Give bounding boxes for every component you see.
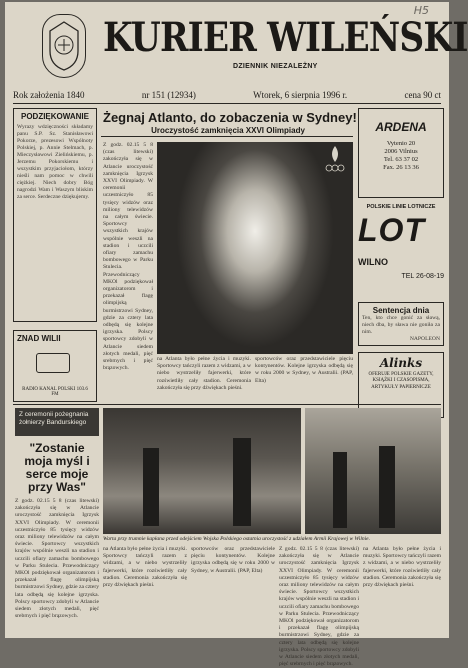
ardena-ad — [358, 108, 444, 198]
guard-figure — [379, 446, 395, 528]
radio-title: ZNAD WILII — [17, 334, 61, 343]
ceremony-photo-left — [103, 408, 301, 534]
person-figure — [143, 448, 159, 526]
article-headline: Żegnaj Atlanto, do zobaczenia w Sydney! — [103, 110, 357, 125]
ardena-line: 2006 Vilnius — [384, 148, 418, 155]
person-figure — [233, 438, 251, 526]
alinks-logo: Alinks — [379, 356, 423, 370]
newspaper-page — [5, 2, 468, 668]
story-text-5: na Atlanta było pełne życia i muzyki. Sportowcy tańczyli razem z widzami, a w niebo wystrzeliły fajerwerki, które rozświetliły cały stadion. Ceremonia zakończyła się przy dźwiękach pieśni. — [363, 546, 441, 589]
article-subheadline: Uroczystość zamknięcia XXVI Olimpiady — [151, 126, 305, 135]
issue-number: nr 151 (12934) — [141, 90, 196, 100]
thanks-title: PODZIĘKOWANIE — [20, 112, 89, 121]
lot-caption: POLSKIE LINIE LOTNICZE — [366, 204, 436, 210]
article-column-2: na Atlanta było pełne życia i muzyki. Sportowcy tańczyli razem z widzami, a w niebo wystrzeliły fajerwerki, które rozświetliły cały stadion. Ceremonia zakończyła się przy dźwiękach pieśni. — [157, 356, 251, 391]
article-column-1: Z godz. 02.15 5 8 (czas litewski) zakończyła się w Atlancie uroczystość zamknięcia Igrzysk XXVI Olimpiady. W ceremonii uczestniczyło 85 tysięcy widzów oraz miliony telewidzów na całym świecie. Sportowcy wszystkich krajów wspólnie weszli na stadion i uczcili ofiary zamachu bombowego w Parku Stulecia. Przewodniczący MKOl podziękował organizatorom i przekazał flagę olimpijską burmistrzowi Sydney, gdzie za cztery lata odbędą się kolejne igrzyska. Polscy sportowcy zdobyli w Atlancie siedem złotych medali, pięć srebrnych i pięć brązowych. — [103, 142, 153, 372]
founded-year: Rok założenia 1840 — [13, 90, 85, 100]
section-divider — [13, 404, 441, 405]
story-teaser: Z ceremonii pożegnania żołnierzy Bandurskiego — [15, 408, 99, 436]
sentence-of-day-box — [358, 302, 444, 346]
story-headline: "Zostanie moja myśl i serce moje przy Was" — [24, 441, 90, 494]
issue-price: cena 90 ct — [404, 90, 441, 100]
alinks-text: OFERUJE POLSKIE GAZETY, KSIĄŻKI I CZASOPISMA, ARTYKUŁY PAPIERNICZE — [368, 372, 434, 390]
photo-caption: Warta przy trumnie kapłana przed odejściem Wojska Polskiego ostatnia uroczystość z udziałem Armii Krajowej w Wilnie. — [103, 536, 370, 542]
sentence-text: Ten, kto chce gonić za sławą, niech dba, by sława nie goniła za nim. — [362, 315, 440, 335]
lot-logo: LOT — [358, 212, 425, 248]
guard-figure — [333, 452, 347, 528]
story-text-2: na Atlanta było pełne życia i muzyki. Sportowcy tańczyli razem z widzami, a w niebo wystrzeliły fajerwerki, które rozświetliły cały stadion. Ceremonia zakończyła się przy dźwiękach pieśni. — [103, 546, 187, 589]
story-text-3: sportowców oraz przedstawiciele pięciu kontynentów. Kolejne igrzyska odbędą się w roku 2000 w Sydney, w Australii. (PAP, Elta) — [191, 546, 275, 574]
issue-info-bar — [13, 90, 441, 104]
lot-airline-ad — [358, 204, 444, 298]
lot-phone: TEL 26-08-19 — [401, 273, 444, 280]
story-text-1: Z godz. 02.15 5 8 (czas litewski) zakończyła się w Atlancie uroczystość zamknięcia Igrzysk XXVI Olimpiady. W ceremonii uczestniczyło 85 tysięcy widzów oraz miliony telewidzów na całym świecie. Sportowcy wszystkich krajów wspólnie weszli na stadion i uczcili ofiary zamachu bombowego w Parku Stulecia. Przewodniczący MKOl podziękował organizatorom i przekazał flagę olimpijską burmistrzowi Sydney, gdzie za cztery lata odbędą się kolejne igrzyska. Polscy sportowcy zdobyli w Atlancie siedem złotych medali, pięć srebrnych i pięć brązowych. — [15, 498, 99, 620]
handwritten-note: H5 — [413, 4, 429, 17]
masthead-title: KURIER WILEŃSKI — [103, 14, 468, 61]
fireworks-photo — [157, 142, 353, 354]
ardena-line: Fax. 26 13 36 — [383, 164, 419, 171]
masthead-subtitle: DZIENNIK NIEZALEŻNY — [233, 63, 318, 70]
thanks-text: Wyrazy wdzięczności składamy panu S.P. Sz. Stanisławowi Pokorze, prezesowi Wspólnoty Polskiej, p. Annie Stelmach, p. Mieczysławowi Zielińskiemu, p. Jerzemu Pokorskiemu i wszystkim przyjaciołom, którzy nieśli nam pomoc w chwili ciężkiej. Niech dobry Bóg nagrodzi Wam i Waszym bliskim za serce. Serdeczne dziękujemy. — [17, 124, 93, 200]
ardena-line: Tel. 63 37 02 — [383, 156, 419, 163]
ardena-line: Vytenio 20 — [386, 140, 416, 147]
olympic-logo-icon — [321, 142, 349, 178]
ceremony-photo-right — [305, 408, 441, 534]
radio-ad — [13, 330, 97, 402]
sentence-title: Sentencja dnia — [372, 306, 430, 315]
coat-of-arms-logo — [42, 14, 86, 78]
left-column — [13, 108, 97, 402]
thanks-box — [13, 108, 97, 322]
radio-icon — [36, 353, 70, 373]
ardena-logo: ARDENA — [375, 120, 427, 134]
right-column — [358, 108, 444, 418]
story-text-4: Z godz. 02.15 5 8 (czas litewski) zakończyła się w Atlancie uroczystość zamknięcia Igrzysk XXVI Olimpiady. W ceremonii uczestniczyło 85 tysięcy widzów oraz miliony telewidzów na całym świecie. Sportowcy wszystkich krajów wspólnie weszli na stadion i uczcili ofiary zamachu bombowego w Parku Stulecia. Przewodniczący MKOl podziękował organizatorom i przekazał flagę olimpijską burmistrzowi Sydney, gdzie za cztery lata odbędą się kolejne igrzyska. Polscy sportowcy zdobyli w Atlancie siedem złotych medali, pięć srebrnych i pięć brązowych. — [279, 546, 360, 668]
article-divider — [101, 136, 353, 137]
article-column-3: sportowców oraz przedstawiciele pięciu kontynentów. Kolejne igrzyska odbędą się w roku 2000 w Sydney, w Australii. (PAP, Elta) — [255, 356, 353, 384]
lot-city: WILNO — [358, 257, 388, 267]
issue-date: Wtorek, 6 sierpnia 1996 r. — [253, 90, 348, 100]
crest-icon — [46, 19, 82, 73]
radio-text: RADIO KANAL POLSKI 103.6 FM — [22, 387, 88, 397]
ardena-contact — [362, 140, 440, 172]
sentence-author: NAPOLEON — [409, 336, 440, 342]
